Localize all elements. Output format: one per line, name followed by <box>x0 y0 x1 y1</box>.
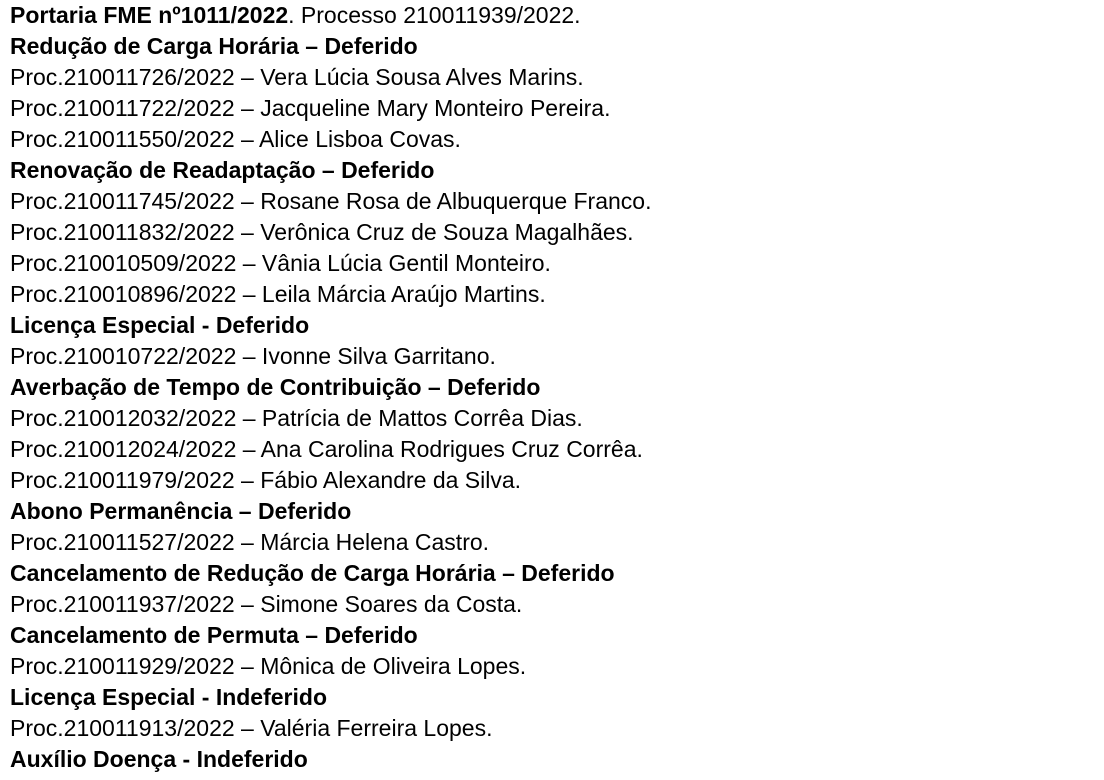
process-entry: Proc.210011937/2022 – Simone Soares da Costa. <box>10 591 523 617</box>
sections-list <box>10 31 651 775</box>
process-entry: Proc.210011726/2022 – Vera Lúcia Sousa Alves Marins. <box>10 64 584 90</box>
process-entry: Proc.210011550/2022 – Alice Lisboa Covas. <box>10 126 461 152</box>
processo-number: . Processo 210011939/2022. <box>288 2 581 28</box>
portaria-header <box>10 0 651 31</box>
section-title: Abono Permanência – Deferido <box>10 498 352 524</box>
process-entry: Proc.210012024/2022 – Ana Carolina Rodrigues Cruz Corrêa. <box>10 436 643 462</box>
process-entry: Proc.210011745/2022 – Rosane Rosa de Albuquerque Franco. <box>10 188 652 214</box>
process-entry: Proc.210011979/2022 – Fábio Alexandre da Silva. <box>10 467 522 493</box>
process-entry: Proc.210010722/2022 – Ivonne Silva Garritano. <box>10 343 496 369</box>
process-entry: Proc.210011929/2022 – Mônica de Oliveira Lopes. <box>10 653 527 679</box>
portaria-number: Portaria FME nº1011/2022 <box>10 2 289 28</box>
section-title: Renovação de Readaptação – Deferido <box>10 157 435 183</box>
process-entry: Proc.210011722/2022 – Jacqueline Mary Monteiro Pereira. <box>10 95 611 121</box>
section-title: Licença Especial - Indeferido <box>10 684 327 710</box>
process-entry: Proc.210012032/2022 – Patrícia de Mattos Corrêa Dias. <box>10 405 583 431</box>
section-title: Licença Especial - Deferido <box>10 312 310 338</box>
document-body <box>10 0 651 775</box>
section-title: Cancelamento de Permuta – Deferido <box>10 622 418 648</box>
process-entry: Proc.210010509/2022 – Vânia Lúcia Gentil Monteiro. <box>10 250 551 276</box>
process-entry: Proc.210010896/2022 – Leila Márcia Araújo Martins. <box>10 281 546 307</box>
section-title: Auxílio Doença - Indeferido <box>10 746 308 772</box>
process-entry: Proc.210011913/2022 – Valéria Ferreira Lopes. <box>10 715 493 741</box>
process-entry: Proc.210011832/2022 – Verônica Cruz de Souza Magalhães. <box>10 219 634 245</box>
section-title: Averbação de Tempo de Contribuição – Deferido <box>10 374 541 400</box>
process-entry: Proc.210011527/2022 – Márcia Helena Castro. <box>10 529 490 555</box>
section-title: Redução de Carga Horária – Deferido <box>10 33 418 59</box>
section-title: Cancelamento de Redução de Carga Horária – Deferido <box>10 560 615 586</box>
